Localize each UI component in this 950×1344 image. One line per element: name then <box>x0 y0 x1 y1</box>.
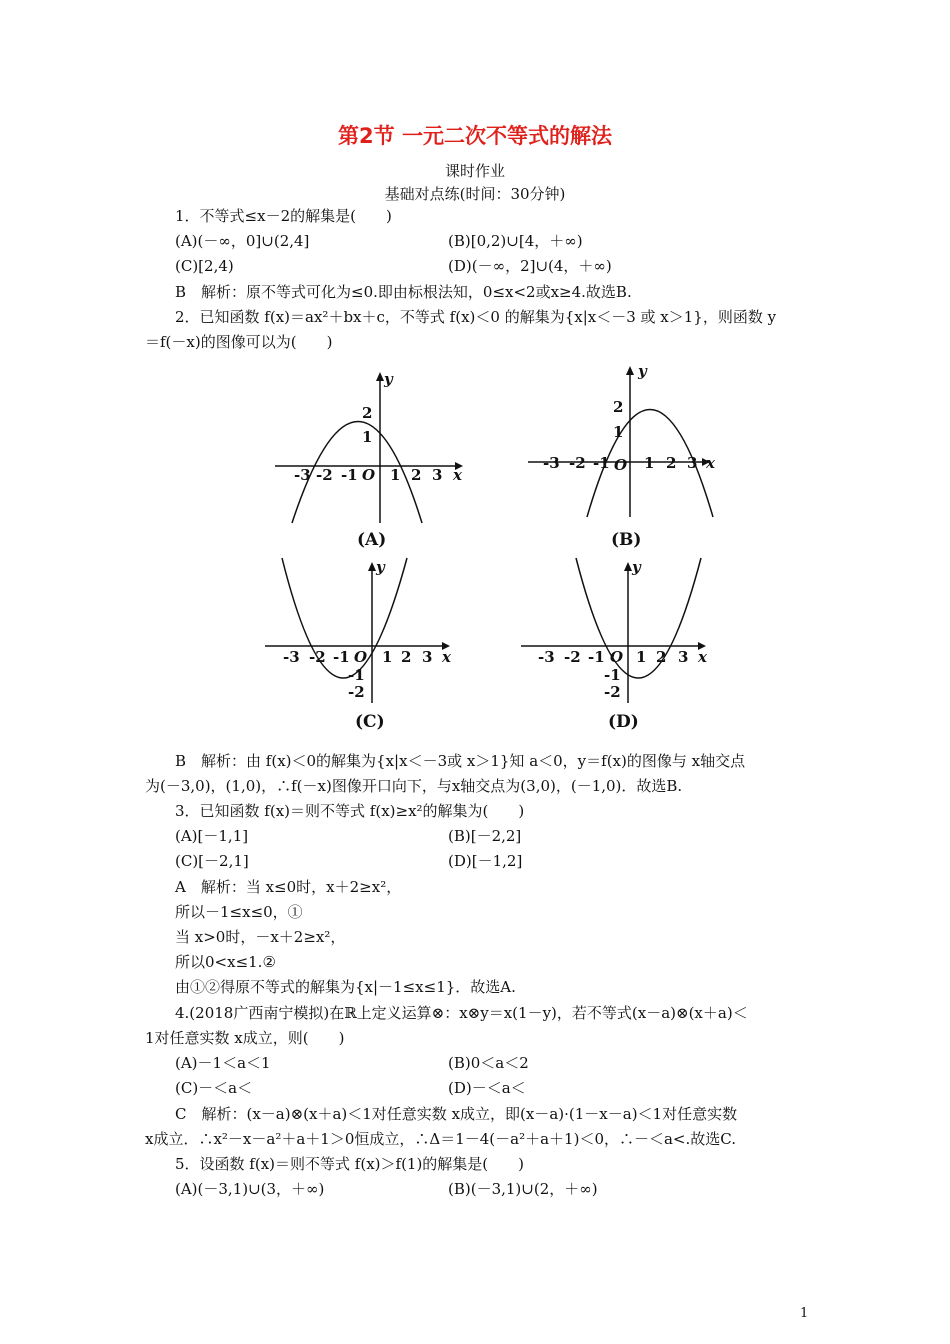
q2-stem-line2: ＝f(－x)的图像可以为( ) <box>145 333 333 351</box>
q4-stem-line2: 1对任意实数 x成立，则( ) <box>145 1029 345 1047</box>
graph-d-x-label: x <box>698 648 707 666</box>
q4-answer-line1: C 解析：(x－a)⊗(x＋a)＜1对任意实数 x成立，即(x－a)·(1－x－a)＜1对任意实数 <box>175 1105 738 1123</box>
q4-stem-line1: 4.(2018广西南宁模拟)在ℝ上定义运算⊗：x⊗y＝x(1－y)，若不等式(x－a)⊗(x＋a)＜ <box>175 1004 748 1022</box>
graph-d <box>518 558 728 708</box>
subtitle-section: 基础对点练(时间：30分钟) <box>384 185 566 203</box>
graph-c-origin: O <box>354 648 368 666</box>
graph-c-tick-x-neg1: -1 <box>333 648 350 666</box>
q5-option-a: (A)(－3,1)∪(3，＋∞) <box>175 1180 325 1198</box>
graph-d-tick-x-2: 2 <box>656 648 667 666</box>
graph-b-tick-x-1: 1 <box>644 454 655 472</box>
graph-d-y-label: y <box>632 558 641 576</box>
graph-d-tick-neg2: -2 <box>604 683 621 701</box>
graph-a-origin: O <box>362 466 376 484</box>
q4-option-c: (C)－＜a＜ <box>175 1079 253 1097</box>
graph-d-tick-x-3: 3 <box>678 648 689 666</box>
q4-option-d: (D)－＜a＜ <box>448 1079 526 1097</box>
graph-d-label: (D) <box>608 712 639 732</box>
graph-a-x-label: x <box>453 466 462 484</box>
q3-solution-1: A 解析：当 x≤0时，x＋2≥x²， <box>175 878 402 896</box>
q3-solution-3: 当 x>0时，－x＋2≥x²， <box>175 928 346 946</box>
page-number: 1 <box>800 1306 809 1321</box>
graph-c-tick-neg2: -2 <box>348 683 365 701</box>
graph-a-tick-x-neg1: -1 <box>341 466 358 484</box>
graph-d-tick-x-1: 1 <box>636 648 647 666</box>
q1-option-b: (B)[0,2)∪[4，＋∞) <box>448 232 583 250</box>
graph-c-tick-x-neg2: -2 <box>309 648 326 666</box>
graph-d-tick-x-neg3: -3 <box>538 648 555 666</box>
q1-option-a: (A)(－∞，0]∪(2,4] <box>175 232 310 250</box>
graph-a-label: (A) <box>357 530 387 550</box>
q3-option-c: (C)[－2,1] <box>175 852 249 870</box>
q3-option-b: (B)[－2,2] <box>448 827 522 845</box>
graph-b-y-label: y <box>638 362 647 380</box>
graph-c-y-label: y <box>376 558 385 576</box>
page-title: 第2节 一元二次不等式的解法 <box>338 124 612 148</box>
q4-answer-line2: x成立．∴x²－x－a²＋a＋1＞0恒成立，∴Δ＝1－4(－a²＋a＋1)＜0，∴－＜a<.故选C. <box>145 1130 736 1148</box>
q3-option-d: (D)[－1,2] <box>448 852 523 870</box>
q4-option-b: (B)0＜a＜2 <box>448 1054 529 1072</box>
graph-d-tick-x-neg2: -2 <box>564 648 581 666</box>
q2-answer-line1: B 解析：由 f(x)＜0的解集为{x|x＜－3或 x＞1}知 a＜0，y＝f(x)的图像与 x轴交点 <box>175 752 746 770</box>
graph-a-tick-x-3: 3 <box>432 466 443 484</box>
graph-c <box>262 558 472 708</box>
q1-stem: 1．不等式≤x－2的解集是( ) <box>175 207 392 225</box>
q1-answer: B 解析：原不等式可化为≤0.即由标根法知，0≤x<2或x≥4.故选B. <box>175 283 632 301</box>
graph-a <box>270 368 480 528</box>
graph-a-tick-x-neg2: -2 <box>316 466 333 484</box>
graph-c-tick-neg1: -1 <box>348 666 365 684</box>
q5-stem: 5．设函数 f(x)＝则不等式 f(x)＞f(1)的解集是( ) <box>175 1155 525 1173</box>
graph-a-tick-2: 2 <box>362 404 373 422</box>
q2-stem-line1: 2．已知函数 f(x)＝ax²＋bx＋c，不等式 f(x)＜0 的解集为{x|x＜－3 或 x＞1}，则函数 y <box>175 308 777 326</box>
q3-option-a: (A)[－1,1] <box>175 827 249 845</box>
graph-b-tick-x-neg3: -3 <box>543 454 560 472</box>
q5-option-b: (B)(－3,1)∪(2，＋∞) <box>448 1180 598 1198</box>
graph-b-label: (B) <box>611 530 642 550</box>
graph-c-tick-x-3: 3 <box>422 648 433 666</box>
q1-option-c: (C)[2,4) <box>175 257 234 275</box>
graph-b-tick-1: 1 <box>613 423 624 441</box>
graph-a-tick-x-neg3: -3 <box>294 466 311 484</box>
graph-d-tick-neg1: -1 <box>604 666 621 684</box>
graph-b-tick-x-3: 3 <box>687 454 698 472</box>
graph-b-origin: O <box>614 456 628 474</box>
q3-stem: 3．已知函数 f(x)＝则不等式 f(x)≥x²的解集为( ) <box>175 802 525 820</box>
q3-solution-5: 由①②得原不等式的解集为{x|－1≤x≤1}．故选A. <box>175 978 516 996</box>
q4-option-a: (A)－1＜a＜1 <box>175 1054 271 1072</box>
graph-b-tick-x-neg2: -2 <box>569 454 586 472</box>
subtitle-homework: 课时作业 <box>444 162 505 180</box>
graph-b-tick-x-2: 2 <box>666 454 677 472</box>
graph-a-tick-x-1: 1 <box>390 466 401 484</box>
graph-c-tick-x-1: 1 <box>382 648 393 666</box>
q2-answer-line2: 为(－3,0)，(1,0)，∴f(－x)图像开口向下，与x轴交点为(3,0)，(－1,0)．故选B. <box>145 777 683 795</box>
graph-d-origin: O <box>610 648 624 666</box>
graph-b <box>523 362 733 522</box>
graph-c-tick-x-neg3: -3 <box>283 648 300 666</box>
graph-a-tick-x-2: 2 <box>411 466 422 484</box>
graph-b-tick-x-neg1: -1 <box>593 454 610 472</box>
q3-solution-4: 所以0<x≤1.② <box>175 953 276 971</box>
q1-option-d: (D)(－∞，2]∪(4，＋∞) <box>448 257 612 275</box>
graph-c-label: (C) <box>355 712 385 732</box>
graph-a-y-label: y <box>384 370 393 388</box>
graph-c-tick-x-2: 2 <box>401 648 412 666</box>
graph-b-tick-2: 2 <box>613 398 624 416</box>
graph-b-x-label: x <box>706 454 715 472</box>
graph-d-tick-x-neg1: -1 <box>588 648 605 666</box>
graph-a-tick-1: 1 <box>362 428 373 446</box>
graph-c-x-label: x <box>442 648 451 666</box>
q3-solution-2: 所以－1≤x≤0，① <box>175 903 303 921</box>
